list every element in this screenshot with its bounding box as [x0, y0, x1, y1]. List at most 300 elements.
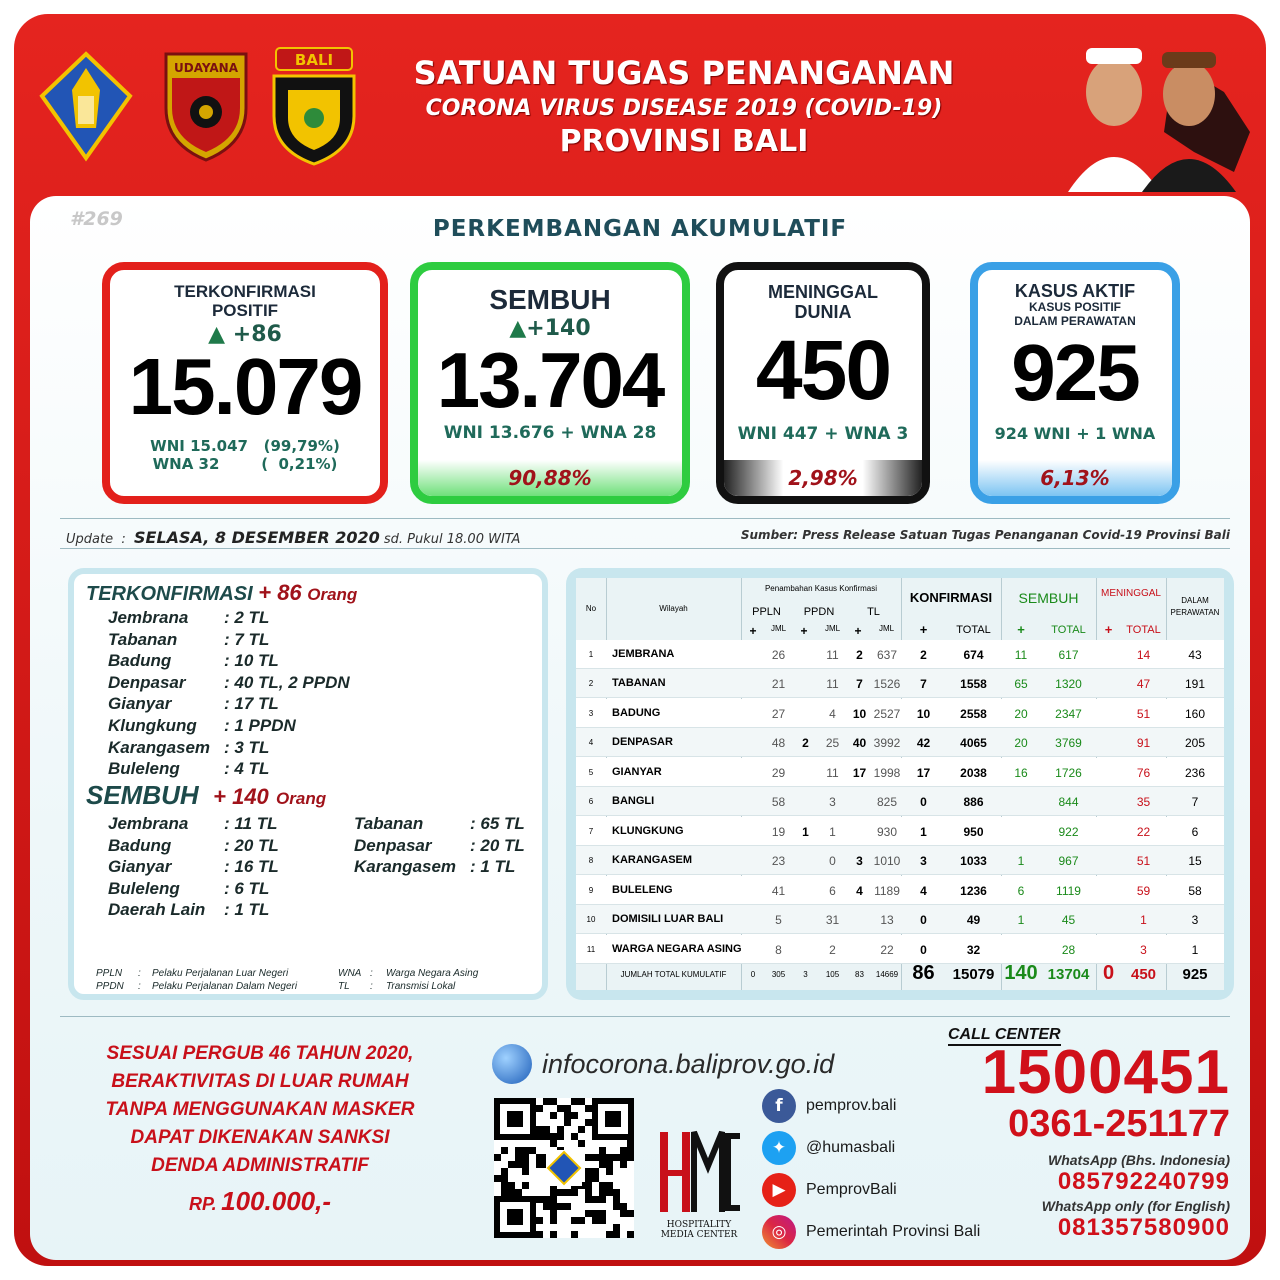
table-cell: 35 — [1136, 795, 1151, 810]
table-cell: 40 — [852, 736, 867, 751]
table-cell: 844 — [1058, 795, 1079, 810]
table-cell: 32 — [966, 942, 981, 957]
up-arrow-icon: ▲ — [509, 316, 527, 341]
confirmed-item-value: : 7 TL — [224, 629, 270, 649]
table-header-cell: TOTAL — [1051, 624, 1086, 636]
table-total-cell: 925 — [1182, 966, 1208, 983]
table-cell: 1998 — [873, 765, 901, 780]
table-header-cell: Penambahan Kasus Konfirmasi — [764, 584, 878, 593]
mask-notice — [60, 1040, 460, 1180]
table-total-cell: 305 — [771, 970, 786, 979]
table-cell: 4 — [920, 883, 927, 898]
regional-table-panel — [566, 568, 1234, 1000]
table-cell: 4 — [829, 706, 836, 721]
table-cell: 1 — [1017, 854, 1025, 869]
table-cell: 8 — [775, 942, 782, 957]
table-cell: 3 — [829, 795, 836, 810]
table-cell: 11 — [826, 765, 839, 780]
confirmed-title-2: POSITIF — [211, 301, 279, 320]
call-center-label: CALL CENTER — [948, 1026, 1061, 1046]
recovered-item-value: : 1 TL — [224, 900, 270, 920]
table-cell: 8 — [588, 856, 594, 866]
qr-code — [494, 1098, 634, 1238]
table-cell: 51 — [1136, 854, 1151, 869]
table-cell: 22 — [1136, 824, 1151, 839]
table-cell: 1526 — [873, 677, 901, 692]
table-cell: 3 — [588, 708, 594, 718]
table-cell: 2 — [829, 942, 836, 957]
table-cell: 2527 — [873, 706, 901, 721]
twitter-icon: ✦ — [762, 1131, 796, 1165]
recovered-item-region: Gianyar — [108, 857, 172, 877]
social-item[interactable] — [762, 1130, 895, 1166]
table-cell: 7 — [920, 677, 927, 692]
table-total-cell: 140 — [1004, 962, 1038, 984]
table-cell: 21 — [771, 677, 786, 692]
table-cell: 10 — [916, 706, 931, 721]
table-cell: 1236 — [960, 883, 987, 898]
table-total-cell: 83 — [855, 970, 864, 979]
recovered-item-region: Jembrana — [108, 814, 189, 833]
table-cell: 967 — [1058, 854, 1079, 869]
table-cell: 51 — [1136, 706, 1151, 721]
legend-text: WNA — [338, 968, 362, 979]
table-cell: 5 — [588, 767, 594, 777]
table-cell: BULELENG — [612, 883, 673, 896]
table-row — [576, 876, 1224, 905]
table-row — [576, 669, 1224, 698]
table-header-cell: KONFIRMASI — [909, 590, 993, 605]
table-cell: 28 — [1061, 942, 1076, 957]
recovered-item-value: : 20 TL — [470, 835, 525, 855]
table-total-cell: 0 — [750, 970, 756, 979]
header-subtitle: CORONA VIRUS DISEASE 2019 (COVID-19) — [425, 96, 943, 121]
divider — [60, 548, 1230, 549]
bali-logo-text: BALI — [294, 51, 334, 69]
table-cell: 637 — [876, 648, 898, 662]
table-header-cell: JML — [878, 624, 895, 633]
instagram-icon: ◎ — [762, 1215, 796, 1249]
call-center-landline[interactable]: 0361-251177 — [1008, 1103, 1230, 1145]
table-total-cell: 105 — [825, 970, 840, 979]
active-title-2: KASUS POSITIF — [1028, 300, 1121, 314]
table-cell: 17 — [852, 765, 867, 780]
table-cell: 2 — [920, 648, 927, 662]
confirmed-item-value: : 40 TL, 2 PPDN — [224, 672, 350, 692]
table-header-cell: PERAWATAN — [1170, 608, 1220, 617]
table-header-cell: + — [749, 624, 757, 638]
update-info: Update : SELASA, 8 DESEMBER 2020 sd. Pukul 18.00 WITA — [66, 528, 521, 547]
table-row — [576, 846, 1224, 875]
recovered-item-value: : 65 TL — [470, 814, 525, 833]
notice-line: DAPAT DIKENAKAN SANKSI — [130, 1127, 390, 1148]
header-province: PROVINSI BALI — [559, 124, 809, 159]
table-row — [576, 905, 1224, 934]
table-cell: 0 — [829, 854, 836, 869]
notice-line: SESUAI PERGUB 46 TAHUN 2020, — [106, 1043, 414, 1064]
table-cell: 160 — [1184, 706, 1206, 721]
notice-line: BERAKTIVITAS DI LUAR RUMAH — [111, 1071, 409, 1092]
confirmed-delta: ▲ +86 — [208, 322, 282, 347]
table-cell: 1 — [829, 824, 836, 839]
table-cell: 1 — [1017, 913, 1025, 928]
table-cell: 22 — [880, 942, 894, 957]
table-cell: 42 — [916, 736, 931, 751]
table-cell: TABANAN — [612, 677, 666, 690]
table-cell: 5 — [775, 913, 782, 928]
active-title-1: KASUS AKTIF — [1014, 281, 1136, 301]
table-cell: GIANYAR — [612, 765, 662, 778]
source-info: Sumber: Press Release Satuan Tugas Penanganan Covid-19 Provinsi Bali — [740, 528, 1230, 542]
table-cell: 17 — [916, 765, 931, 780]
table-cell: 19 — [771, 824, 786, 839]
table-cell: 11 — [1014, 648, 1028, 662]
social-handle[interactable]: pemprov.bali — [806, 1097, 897, 1114]
table-cell: 4 — [588, 738, 594, 748]
table-cell: 49 — [966, 913, 981, 928]
recovered-item-region: Daerah Lain — [108, 900, 206, 920]
table-cell: 674 — [963, 648, 984, 662]
leaders-photo — [1024, 22, 1260, 192]
table-cell: 27 — [771, 706, 786, 721]
table-header-cell: Wilayah — [659, 604, 688, 613]
notice-line: TANPA MENGGUNAKAN MASKER — [105, 1099, 415, 1120]
legend-text: : — [370, 981, 373, 992]
udayana-logo-text: UDAYANA — [173, 61, 239, 75]
active-title-3: DALAM PERAWATAN — [1014, 314, 1136, 328]
table-cell: 3 — [1140, 942, 1147, 957]
header-title: SATUAN TUGAS PENANGANAN — [413, 54, 955, 92]
table-header-cell: No — [585, 604, 597, 613]
table-cell: 11 — [826, 648, 839, 662]
confirmed-item-region: Karangasem — [108, 737, 211, 757]
active-percent: 6,13% — [978, 460, 1172, 496]
bottom-section — [30, 1016, 1250, 1260]
confirmed-wna: WNA 32 ( 0,21%) — [152, 455, 338, 473]
table-cell: 1033 — [960, 854, 987, 869]
website-row[interactable] — [492, 1044, 834, 1084]
table-cell: 2 — [588, 679, 594, 689]
confirmed-item-value: : 10 TL — [224, 651, 279, 671]
deaths-percent: 2,98% — [724, 460, 922, 496]
table-cell: 10 — [852, 706, 867, 721]
table-cell: 1320 — [1055, 677, 1082, 692]
table-cell: 16 — [1014, 765, 1028, 780]
recovered-title: SEMBUH — [489, 284, 611, 315]
udayana-military-emblem — [158, 48, 254, 164]
table-header-cell: DALAM — [1181, 596, 1209, 605]
social-item[interactable] — [762, 1088, 896, 1124]
recovered-total: 13.704 — [436, 336, 664, 424]
table-header-cell: + — [919, 622, 928, 637]
table-cell: BADUNG — [612, 706, 661, 719]
notice-line: DENDA ADMINISTRATIF — [151, 1155, 369, 1176]
table-total-cell: 3 — [803, 970, 808, 979]
table-cell: 1119 — [1056, 883, 1081, 898]
table-row — [576, 935, 1224, 964]
confirmed-item-value: : 4 TL — [224, 759, 270, 779]
table-cell: 1558 — [960, 677, 987, 692]
table-cell: 9 — [588, 885, 594, 895]
table-cell: 15 — [1188, 854, 1202, 869]
table-row — [576, 699, 1224, 728]
regional-table — [576, 578, 1224, 990]
confirmed-item-value: : 3 TL — [224, 737, 270, 757]
table-cell: 10 — [586, 915, 596, 925]
social-item[interactable] — [762, 1214, 980, 1250]
table-cell: 91 — [1136, 736, 1151, 751]
confirmed-total: 15.079 — [128, 342, 362, 431]
legend-text: TL — [338, 981, 350, 992]
legend-text: PPDN — [96, 981, 124, 992]
table-cell: 1726 — [1055, 765, 1082, 780]
issue-number: #269 — [70, 208, 123, 230]
table-cell: 0 — [920, 913, 927, 928]
table-cell: 3 — [1191, 913, 1199, 928]
table-total-cell: 14669 — [875, 970, 899, 979]
table-cell: 59 — [1136, 883, 1151, 898]
table-cell: DENPASAR — [612, 736, 673, 749]
update-date: SELASA, 8 DESEMBER 2020 — [134, 528, 380, 547]
table-cell: KLUNGKUNG — [612, 824, 684, 837]
up-arrow-icon: ▲ — [208, 322, 226, 347]
table-header-cell: JML — [770, 624, 787, 633]
youtube-icon: ▶ — [762, 1173, 796, 1207]
confirmed-wni: WNI 15.047 (99,79%) — [150, 437, 340, 455]
table-row — [576, 758, 1224, 787]
whatsapp-en-number[interactable]: 081357580900 — [1057, 1214, 1230, 1241]
confirmed-item-region: Tabanan — [108, 629, 178, 649]
table-cell: WARGA NEGARA ASING — [612, 942, 742, 955]
table-cell: 922 — [1058, 824, 1079, 839]
table-cell: 41 — [771, 883, 786, 898]
table-cell: 13 — [880, 913, 894, 928]
whatsapp-id-number[interactable]: 085792240799 — [1057, 1168, 1230, 1195]
table-header-cell: PPDN — [803, 606, 835, 618]
table-cell: 1 — [802, 824, 809, 839]
deaths-title-1: MENINGGAL — [768, 282, 878, 302]
table-cell: 2 — [802, 736, 809, 751]
deaths-detail: WNI 447 + WNA 3 — [737, 424, 909, 444]
daily-recovered-heading: SEMBUH + 140 Orang — [86, 780, 327, 810]
confirmed-title-1: TERKONFIRMASI — [174, 282, 316, 301]
table-cell: 1 — [588, 650, 594, 659]
confirmed-item-value: : 1 PPDN — [224, 716, 296, 735]
recovered-percent: 90,88% — [418, 460, 682, 496]
confirmed-item-region: Buleleng — [108, 759, 180, 779]
active-box — [970, 262, 1180, 504]
table-cell: 47 — [1136, 677, 1151, 692]
table-cell: 11 — [586, 944, 596, 954]
table-cell: 11 — [826, 677, 839, 692]
table-cell: BANGLI — [612, 795, 655, 808]
table-cell: 65 — [1014, 677, 1028, 692]
table-total-label: JUMLAH TOTAL KUMULATIF — [620, 970, 727, 979]
table-cell: 14 — [1136, 648, 1151, 662]
table-cell: 2 — [856, 648, 863, 662]
table-header-cell: JML — [824, 624, 841, 633]
table-cell: 6 — [829, 883, 836, 898]
table-cell: KARANGASEM — [612, 854, 693, 867]
deaths-title-2: DUNIA — [794, 302, 852, 322]
recovered-delta: ▲+140 — [509, 316, 591, 341]
table-row — [576, 787, 1224, 816]
confirmed-item-value: : 2 TL — [224, 608, 270, 627]
deaths-total: 450 — [755, 323, 891, 417]
confirmed-box — [102, 262, 388, 504]
table-cell: 20 — [1014, 736, 1028, 751]
table-cell: 7 — [1191, 795, 1199, 810]
hmc-logo — [654, 1126, 744, 1246]
poster-frame — [14, 14, 1266, 1266]
recovered-item-region: Buleleng — [108, 878, 180, 898]
table-header-cell: TOTAL — [956, 624, 991, 636]
recovered-item-region: Karangasem — [354, 857, 457, 877]
table-cell: 1189 — [874, 883, 900, 898]
confirmed-item-value: : 17 TL — [224, 694, 279, 714]
recovered-item-value: : 16 TL — [224, 857, 279, 877]
table-cell: 31 — [825, 913, 840, 928]
table-cell: 2038 — [960, 765, 987, 780]
table-cell: 7 — [588, 826, 594, 836]
table-cell: 6 — [1017, 883, 1025, 898]
table-cell: 6 — [1191, 824, 1199, 839]
table-header-cell: + — [800, 624, 808, 638]
table-cell: 236 — [1184, 765, 1206, 780]
whatsapp-en-label: WhatsApp only (for English) — [1041, 1198, 1230, 1214]
table-cell: 20 — [1014, 706, 1028, 721]
table-cell: JEMBRANA — [612, 648, 675, 660]
table-cell: 1010 — [873, 854, 901, 869]
table-total-cell: 13704 — [1047, 966, 1090, 983]
table-cell: 0 — [920, 795, 927, 810]
legend-text: PPLN — [96, 968, 123, 979]
table-total-cell: 450 — [1130, 966, 1157, 983]
recovered-item-region: Denpasar — [354, 835, 432, 855]
table-cell: 58 — [1188, 883, 1202, 898]
table-cell: 43 — [1188, 648, 1202, 662]
table-cell: 0 — [920, 942, 927, 957]
confirmed-item-region: Gianyar — [108, 694, 172, 714]
bali-province-emblem — [38, 50, 134, 162]
social-handle[interactable]: PemprovBali — [806, 1181, 897, 1198]
hmc-line1: HOSPITALITY — [666, 1220, 732, 1230]
daily-summary-panel — [68, 568, 548, 1000]
legend-text: : — [370, 968, 373, 979]
legend-text: Transmisi Lokal — [386, 981, 456, 992]
divider — [60, 518, 1230, 519]
table-cell: 930 — [876, 824, 898, 839]
table-cell: 886 — [963, 795, 984, 810]
whatsapp-id-label: WhatsApp (Bhs. Indonesia) — [1048, 1152, 1230, 1168]
table-cell: 29 — [771, 765, 786, 780]
table-cell: 2558 — [960, 706, 987, 721]
table-cell: 2347 — [1055, 706, 1082, 721]
table-cell: 3992 — [873, 736, 901, 751]
confirmed-item-region: Klungkung — [108, 716, 197, 735]
table-cell: 950 — [963, 824, 984, 839]
recovered-item-region: Tabanan — [354, 814, 424, 833]
content-card — [30, 196, 1250, 1260]
table-cell: 205 — [1184, 736, 1206, 751]
recovered-item-value: : 20 TL — [224, 835, 279, 855]
table-total-cell: 15079 — [952, 966, 995, 983]
table-cell: 6 — [588, 797, 594, 807]
table-cell: 1 — [920, 824, 927, 839]
table-cell: 76 — [1136, 765, 1151, 780]
recovered-detail: WNI 13.676 + WNA 28 — [443, 423, 657, 443]
table-header-cell: TL — [867, 606, 880, 618]
confirmed-item-region: Jembrana — [108, 608, 189, 627]
hmc-line2: MEDIA CENTER — [660, 1230, 738, 1240]
social-handle[interactable]: @humasbali — [806, 1139, 896, 1156]
table-cell: 3 — [920, 854, 927, 869]
confirmed-item-region: Badung — [108, 651, 172, 671]
legend-text: : — [138, 968, 141, 979]
website-link[interactable]: infocorona.baliprov.go.id — [542, 1048, 835, 1079]
table-header-cell: SEMBUH — [1018, 590, 1079, 606]
legend-text: Pelaku Perjalanan Luar Negeri — [152, 968, 289, 979]
table-header-cell: + — [1017, 622, 1025, 637]
globe-icon — [492, 1044, 532, 1084]
table-cell: 45 — [1061, 913, 1076, 928]
page-title: PERKEMBANGAN AKUMULATIF — [432, 216, 848, 242]
table-cell: 23 — [771, 854, 786, 869]
table-cell: 25 — [825, 736, 840, 751]
recovered-item-value: : 6 TL — [224, 878, 270, 898]
table-cell: 4065 — [960, 736, 987, 751]
table-cell: 4 — [856, 883, 863, 898]
bali-police-emblem — [266, 44, 362, 168]
social-item[interactable] — [762, 1172, 897, 1208]
table-row — [576, 640, 1224, 669]
social-handle[interactable]: Pemerintah Provinsi Bali — [806, 1223, 981, 1240]
table-cell: 3 — [856, 854, 863, 869]
table-cell: 825 — [876, 795, 898, 810]
table-header-cell: TOTAL — [1126, 624, 1161, 636]
table-total-cell: 86 — [912, 962, 935, 984]
table-cell: 7 — [856, 677, 863, 692]
table-cell: 1 — [1140, 913, 1147, 928]
table-cell: 1 — [1191, 942, 1199, 957]
confirmed-item-region: Denpasar — [108, 672, 186, 692]
table-cell: 48 — [771, 736, 786, 751]
table-header-cell: + — [854, 624, 862, 638]
table-cell: 191 — [1184, 677, 1206, 692]
legend-text: : — [138, 981, 141, 992]
facebook-icon: f — [762, 1089, 796, 1123]
divider — [60, 1016, 1230, 1017]
deaths-box — [716, 262, 930, 504]
recovered-item-value: : 11 TL — [224, 814, 278, 833]
recovered-item-value: : 1 TL — [470, 857, 516, 877]
table-total-cell: 0 — [1102, 962, 1115, 984]
table-cell: 3769 — [1055, 736, 1082, 751]
table-header-cell: PPLN — [752, 606, 781, 618]
table-header-cell: MENINGGAL — [1100, 588, 1161, 599]
table-cell: 617 — [1058, 648, 1079, 662]
recovered-item-region: Badung — [108, 835, 172, 855]
table-cell: 58 — [771, 795, 786, 810]
recovered-box — [410, 262, 690, 504]
active-total: 925 — [1011, 328, 1139, 417]
table-row — [576, 728, 1224, 757]
daily-confirmed-heading: TERKONFIRMASI + 86 Orang — [86, 580, 358, 605]
legend-text: Warga Negara Asing — [386, 968, 479, 979]
table-cell: DOMISILI LUAR BALI — [612, 913, 724, 926]
call-center-number[interactable]: 1500451 — [981, 1038, 1230, 1107]
table-header-cell: + — [1104, 622, 1113, 637]
